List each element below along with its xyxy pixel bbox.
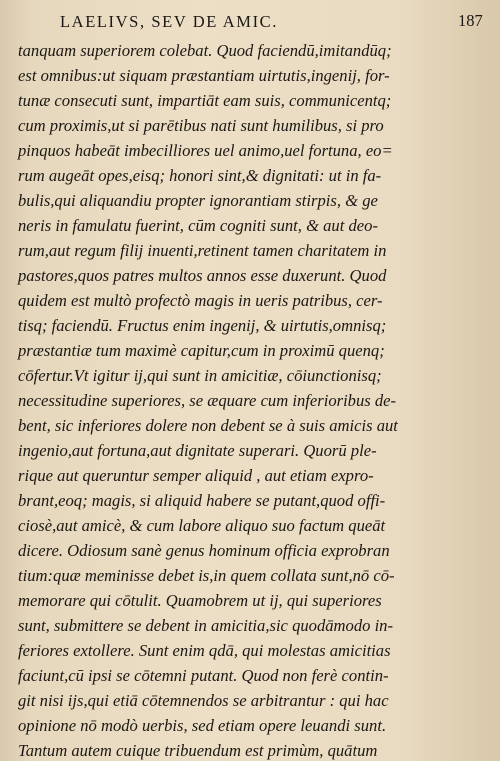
text-line: opinione nō modò uerbis, sed etiam opere leuandi sunt. [18, 716, 387, 735]
text-line: sunt, submittere se debent in amicitia,sic quodāmodo in- [18, 616, 394, 635]
text-line: rique aut queruntur semper aliquid , aut etiam expro- [18, 466, 374, 485]
text-line: rum,aut regum filij inuenti,retinent tamen charitatem in [18, 241, 387, 260]
text-line: cōfertur.Vt igitur ij,qui sunt in amicitiæ, cōiunctionisq; [18, 366, 382, 385]
text-line: pastores,quos patres multos annos esse duxerunt. Quod [18, 266, 387, 285]
text-line: memorare qui cōtulit. Quamobrem ut ij, qui superiores [18, 591, 382, 610]
text-line: cum proximis,ut si parētibus nati sunt humilibus, si pro [18, 116, 384, 135]
text-line: dicere. Odiosum sanè genus hominum officia exprobran [18, 541, 390, 560]
text-line: faciunt,cū ipsi se cōtemni putant. Quod non ferè contin- [18, 666, 389, 685]
text-line: ingenio,aut fortuna,aut dignitate superari. Quorū ple- [18, 441, 377, 460]
text-line: quidem est multò profectò magis in ueris patribus, cer- [18, 291, 383, 310]
text-line: necessitudine superiores, se æquare cum inferioribus de- [18, 391, 397, 410]
text-line: tunæ consecuti sunt, impartiāt eam suis, communicentq; [18, 91, 392, 110]
text-line: feriores extollere. Sunt enim qdā, qui molestas amicitias [18, 641, 391, 660]
text-line: brant,eoq; magis, si aliquid habere se putant,quod offi- [18, 491, 386, 510]
text-line: neris in famulatu fuerint, cūm cogniti sunt, & aut deo- [18, 216, 378, 235]
text-line: bulis,qui aliquandiu propter ignorantiam stirpis, & ge [18, 191, 378, 210]
text-line: tium:quæ meminisse debet is,in quem collata sunt,nō cō- [18, 566, 395, 585]
text-line: tisq; faciendū. Fructus enim ingenij, & uirtutis,omnisq; [18, 316, 387, 335]
text-line: rum augeāt opes,eisq; honori sint,& dignitati: ut in fa- [18, 166, 382, 185]
page-number: 187 [458, 11, 483, 30]
text-line: ciosè,aut amicè, & cum labore aliquo suo factum queāt [18, 516, 386, 535]
text-line: præstantiæ tum maximè capitur,cum in proximū quenq; [18, 341, 385, 360]
running-title: LAELIVS, SEV DE AMIC. [60, 12, 279, 31]
text-line: Tantum autem cuique tribuendum est primùm, quātum [18, 741, 378, 760]
text-line: pinquos habeāt imbecilliores uel animo,uel fortuna, eo= [18, 141, 393, 160]
text-line: bent, sic inferiores dolere non debent se à suis amicis aut [18, 416, 398, 435]
text-line: est omnibus:ut siquam præstantiam uirtutis,ingenij, for- [18, 66, 390, 85]
text-line: tanquam superiorem colebat. Quod faciendū,imitandūq; [18, 41, 392, 60]
text-line: git nisi ijs,qui etiā cōtemnendos se arbitrantur : qui hac [18, 691, 389, 710]
